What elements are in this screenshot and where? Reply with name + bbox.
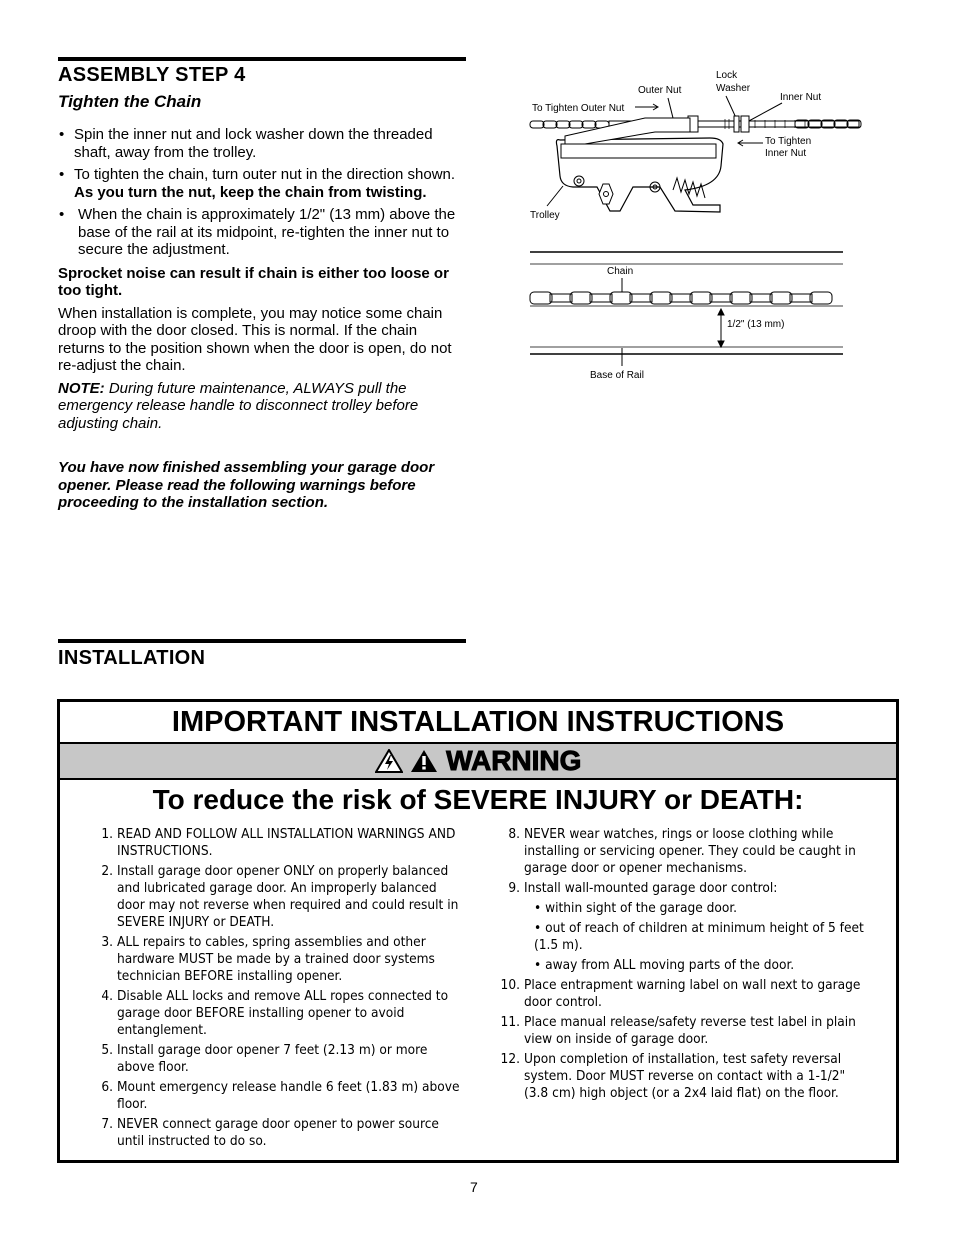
- warning-item: 7. NEVER connect garage door opener to power source until instructed to do so.: [101, 1116, 439, 1149]
- outer-nut-label: Outer Nut: [638, 85, 682, 96]
- lock-washer-label-1: Lock: [716, 70, 738, 81]
- electric-hazard-icon: [375, 749, 403, 773]
- warnings-right-column: [500, 826, 864, 1105]
- control-location-item: • within sight of the garage door.: [534, 900, 738, 916]
- important-instructions-box: [57, 699, 899, 1163]
- assembly-step-heading: ASSEMBLY STEP 4: [58, 64, 246, 86]
- alert-exclamation-icon: [410, 749, 438, 773]
- finished-assembly-text: You have now finished assembling your garage door opener. Please read the following warnings before proceeding to the installation section.: [58, 459, 435, 511]
- base-of-rail-label: Base of Rail: [590, 370, 644, 381]
- warnings-left-column: [97, 826, 467, 1153]
- maintenance-note: NOTE: During future maintenance, ALWAYS pull the emergency release handle to disconnect trolley before adjusting chain.: [58, 379, 419, 432]
- warning-item: 8. NEVER wear watches, rings or loose clothing while installing or servicing opener. They could be caught in garage door or opener mechanisms.: [508, 826, 856, 876]
- measurement-label: 1/2" (13 mm): [727, 319, 785, 330]
- control-location-item: • away from ALL moving parts of the door.: [534, 957, 795, 973]
- chain-links: [530, 292, 832, 304]
- warning-item: 10. Place entrapment warning label on wall next to garage door control.: [500, 977, 861, 1010]
- chain-label: Chain: [607, 266, 634, 277]
- page-number: 7: [470, 1179, 478, 1195]
- to-tighten-outer-label: To Tighten Outer Nut: [532, 103, 625, 114]
- bullet-item: • To tighten the chain, turn outer nut in the direction shown. As you turn the nut, keep the chain from twisting.: [58, 166, 463, 201]
- warning-item: 3. ALL repairs to cables, spring assemblies and other hardware MUST be made by a trained door systems technician BEFORE installing opener.: [101, 934, 435, 984]
- instruction-bullets: [58, 126, 463, 259]
- warning-item: 5. Install garage door opener 7 feet (2.13 m) or more above floor.: [101, 1042, 428, 1075]
- warning-item: 2. Install garage door opener ONLY on properly balanced and lubricated garage door. An improperly balanced door may not reverse when required and could result in SEVERE INJURY or DEATH.: [101, 863, 459, 930]
- trolley-diagram: [525, 66, 870, 226]
- warning-item: 9. Install wall-mounted garage door control: • within sight of the garage door. • out of reach of children at minimum height of 5 feet (1.5 m). • away from ALL moving parts of the door.: [508, 880, 864, 973]
- to-tighten-inner-label-1: To Tighten: [765, 136, 812, 147]
- warning-item: 12. Upon completion of installation, test safety reversal system. Door MUST reverse on contact with a 1-1/2" (3.8 cm) high object (or a 2x4 laid flat) on the floor.: [500, 1051, 846, 1101]
- lock-washer-label-2: Washer: [716, 83, 751, 94]
- assembly-step-body: [58, 126, 463, 512]
- section-rule-installation: [58, 639, 466, 643]
- chain-droop-text: When installation is complete, you may notice some chain droop with the door closed. This is normal. If the chain returns to the position shown when the door is open, do not re-adjust the chain.: [58, 304, 452, 374]
- bullet-item: • When the chain is approximately 1/2" (13 mm) above the base of the rail at its midpoint, re-tighten the inner nut to secure the adjustment.: [58, 206, 463, 259]
- important-instructions-title: IMPORTANT INSTALLATION INSTRUCTIONS: [60, 702, 896, 744]
- warning-banner: [60, 744, 896, 780]
- trolley-label: Trolley: [530, 210, 560, 221]
- warning-item: 11. Place manual release/safety reverse test label in plain view on inside of garage door.: [500, 1014, 856, 1047]
- warning-word: WARNING: [446, 745, 582, 776]
- control-location-item: • out of reach of children at minimum height of 5 feet (1.5 m).: [534, 920, 864, 953]
- risk-heading: To reduce the risk of SEVERE INJURY or DEATH:: [152, 784, 804, 815]
- inner-nut-label: Inner Nut: [780, 92, 822, 103]
- bullet-item: • Spin the inner nut and lock washer down the threaded shaft, away from the trolley.: [58, 126, 463, 161]
- section-rule-top: [58, 57, 466, 61]
- chain-height-diagram: [525, 248, 850, 388]
- installation-heading: INSTALLATION: [58, 647, 206, 669]
- sprocket-warning: Sprocket noise can result if chain is either too loose or too tight.: [58, 264, 449, 299]
- warning-item: 1. READ AND FOLLOW ALL INSTALLATION WARNINGS AND INSTRUCTIONS.: [101, 826, 456, 859]
- warning-item: 6. Mount emergency release handle 6 feet (1.83 m) above floor.: [101, 1079, 460, 1112]
- assembly-step-subheading: Tighten the Chain: [58, 92, 202, 111]
- warning-item: 4. Disable ALL locks and remove ALL ropes connected to garage door BEFORE installing opener to avoid entanglement.: [101, 988, 449, 1038]
- to-tighten-inner-label-2: Inner Nut: [765, 148, 807, 159]
